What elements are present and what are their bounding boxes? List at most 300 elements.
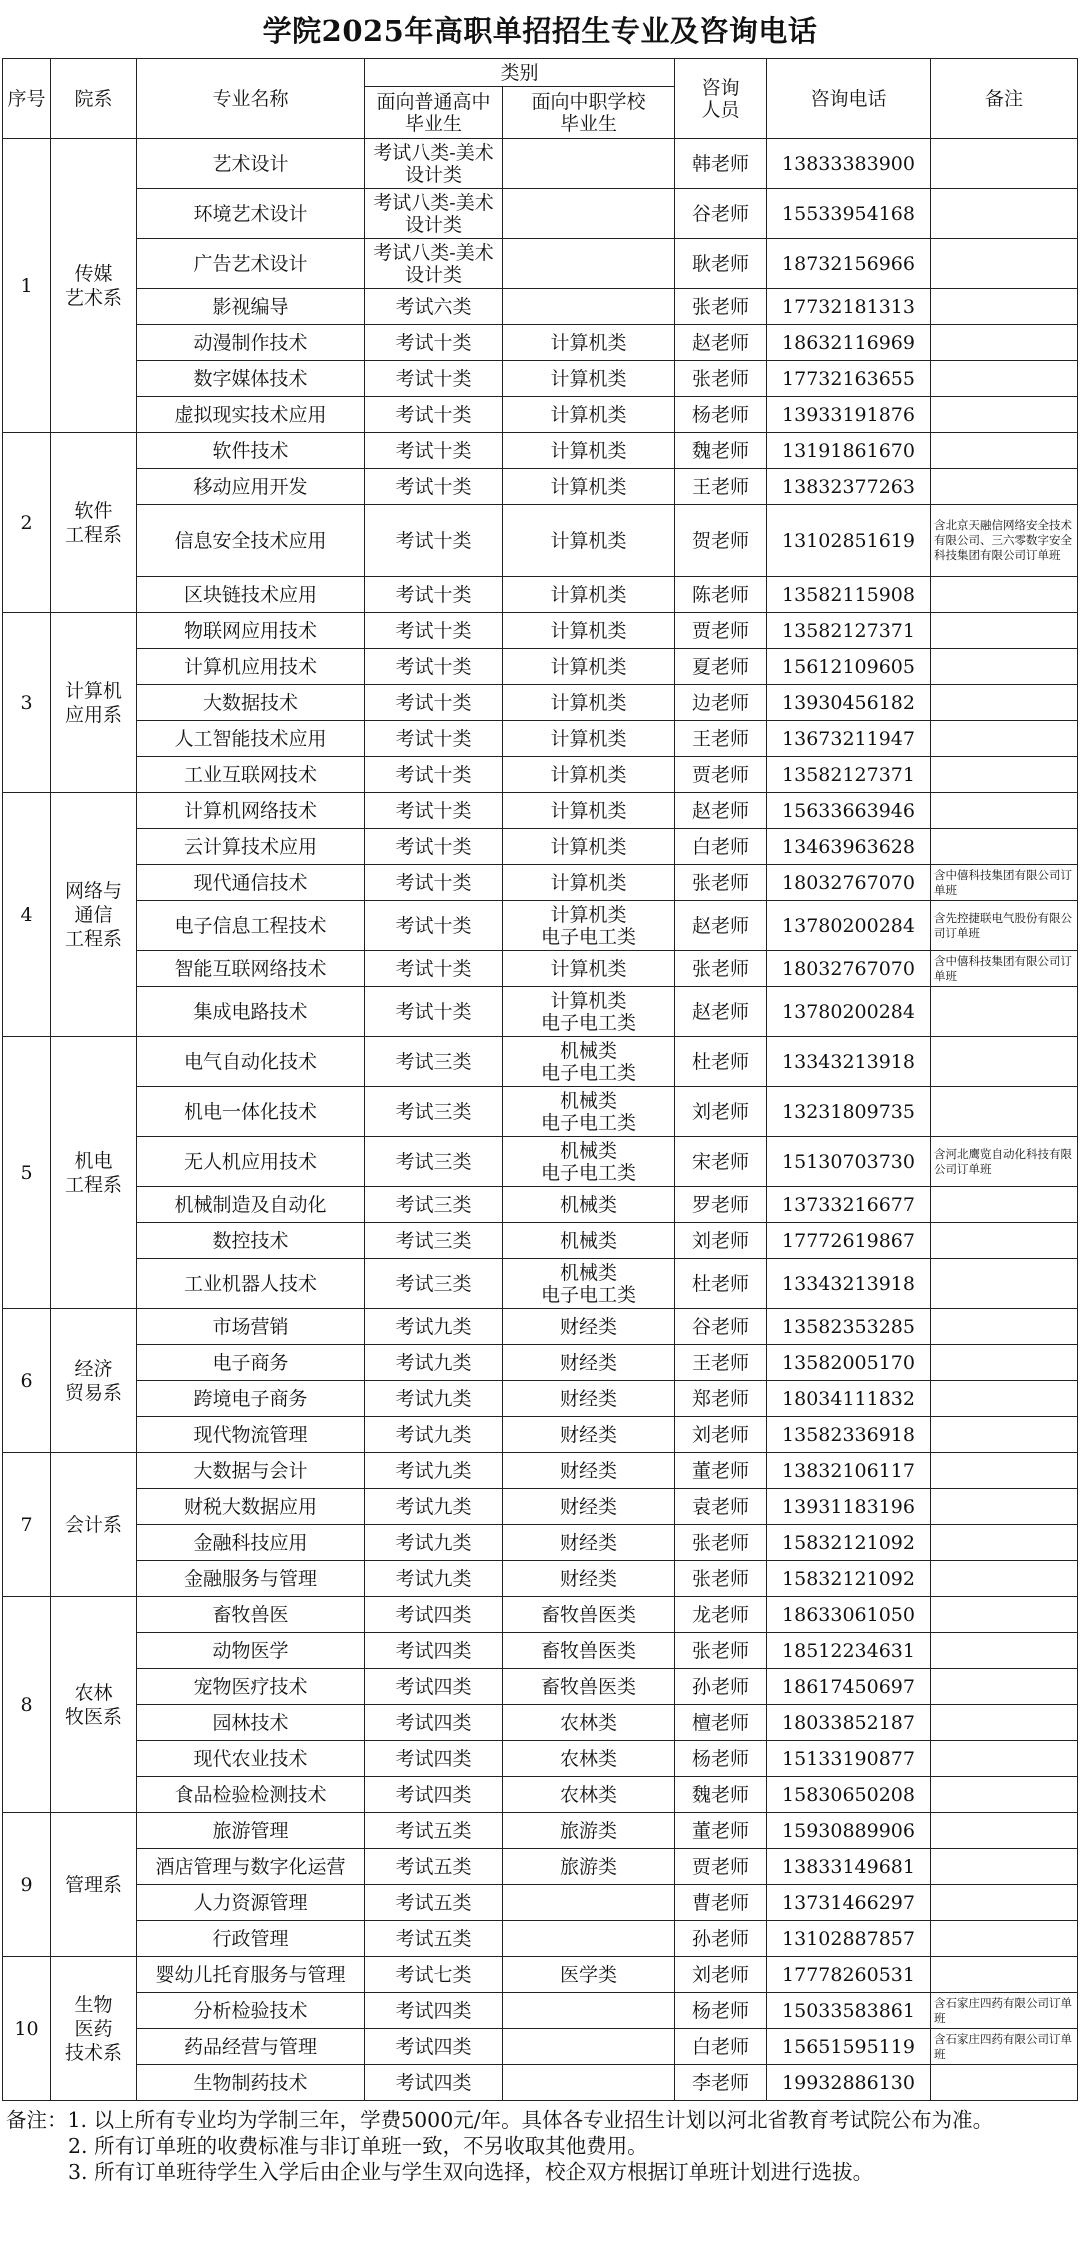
dept-name: 网络与 通信 工程系 xyxy=(51,793,137,1037)
remark xyxy=(931,1669,1078,1705)
remark xyxy=(931,757,1078,793)
category-vocational xyxy=(503,1885,675,1921)
contact-person: 杨老师 xyxy=(675,1741,767,1777)
category-vocational: 农林类 xyxy=(503,1741,675,1777)
contact-phone: 13731466297 xyxy=(767,1885,931,1921)
category-vocational: 计算机类 xyxy=(503,577,675,613)
category-general: 考试九类 xyxy=(365,1417,503,1453)
category-general: 考试五类 xyxy=(365,1849,503,1885)
major-name: 移动应用开发 xyxy=(137,469,365,505)
remark xyxy=(931,987,1078,1037)
table-row xyxy=(3,1309,1078,1345)
remark xyxy=(931,1417,1078,1453)
contact-person: 赵老师 xyxy=(675,987,767,1037)
table-row xyxy=(3,1813,1078,1849)
contact-phone: 13582336918 xyxy=(767,1417,931,1453)
category-general: 考试十类 xyxy=(365,505,503,577)
category-vocational xyxy=(503,1993,675,2029)
header-cat-vocational: 面向中职学校 毕业生 xyxy=(503,87,675,139)
contact-person: 白老师 xyxy=(675,829,767,865)
table-row xyxy=(3,865,1078,901)
contact-person: 刘老师 xyxy=(675,1223,767,1259)
category-general: 考试四类 xyxy=(365,1633,503,1669)
table-row xyxy=(3,2065,1078,2101)
category-general: 考试五类 xyxy=(365,1885,503,1921)
table-row xyxy=(3,1223,1078,1259)
header-major: 专业名称 xyxy=(137,59,365,139)
dept-name: 传媒 艺术系 xyxy=(51,139,137,433)
contact-person: 宋老师 xyxy=(675,1137,767,1187)
remark xyxy=(931,1957,1078,1993)
remark xyxy=(931,289,1078,325)
contact-phone: 18512234631 xyxy=(767,1633,931,1669)
major-name: 机械制造及自动化 xyxy=(137,1187,365,1223)
remark xyxy=(931,189,1078,239)
contact-person: 刘老师 xyxy=(675,1417,767,1453)
category-vocational: 畜牧兽医类 xyxy=(503,1669,675,1705)
major-name: 宠物医疗技术 xyxy=(137,1669,365,1705)
contact-phone: 15033583861 xyxy=(767,1993,931,2029)
category-general: 考试十类 xyxy=(365,721,503,757)
category-general: 考试四类 xyxy=(365,1993,503,2029)
table-row xyxy=(3,1037,1078,1087)
dept-name: 计算机 应用系 xyxy=(51,613,137,793)
major-name: 人力资源管理 xyxy=(137,1885,365,1921)
contact-person: 谷老师 xyxy=(675,189,767,239)
contact-phone: 15633663946 xyxy=(767,793,931,829)
contact-phone: 13930456182 xyxy=(767,685,931,721)
contact-phone: 17732163655 xyxy=(767,361,931,397)
category-general: 考试八类-美术 设计类 xyxy=(365,139,503,189)
table-row xyxy=(3,649,1078,685)
remark xyxy=(931,1777,1078,1813)
contact-person: 王老师 xyxy=(675,469,767,505)
remark xyxy=(931,1381,1078,1417)
remark xyxy=(931,361,1078,397)
remark xyxy=(931,1187,1078,1223)
category-general: 考试十类 xyxy=(365,433,503,469)
table-row xyxy=(3,1885,1078,1921)
remark: 含石家庄四药有限公司订单班 xyxy=(931,2029,1078,2065)
table-row xyxy=(3,189,1078,239)
category-general: 考试八类-美术 设计类 xyxy=(365,239,503,289)
major-name: 现代通信技术 xyxy=(137,865,365,901)
major-name: 现代农业技术 xyxy=(137,1741,365,1777)
remark xyxy=(931,1561,1078,1597)
category-vocational: 计算机类 xyxy=(503,721,675,757)
major-name: 工业互联网技术 xyxy=(137,757,365,793)
contact-phone: 13343213918 xyxy=(767,1037,931,1087)
category-general: 考试十类 xyxy=(365,469,503,505)
remark: 含中僖科技集团有限公司订单班 xyxy=(931,951,1078,987)
major-name: 大数据技术 xyxy=(137,685,365,721)
contact-phone: 13582127371 xyxy=(767,757,931,793)
category-vocational xyxy=(503,2029,675,2065)
major-name: 动物医学 xyxy=(137,1633,365,1669)
major-name: 机电一体化技术 xyxy=(137,1087,365,1137)
table-row xyxy=(3,1957,1078,1993)
table-row xyxy=(3,239,1078,289)
remark xyxy=(931,649,1078,685)
table-row xyxy=(3,577,1078,613)
remark xyxy=(931,829,1078,865)
remark xyxy=(931,2065,1078,2101)
table-row xyxy=(3,2029,1078,2065)
remark xyxy=(931,721,1078,757)
category-general: 考试十类 xyxy=(365,901,503,951)
footer-note-3: 3. 所有订单班待学生入学后由企业与学生双向选择，校企双方根据订单班计划进行选拔。 xyxy=(68,2160,874,2184)
remark xyxy=(931,1223,1078,1259)
category-general: 考试四类 xyxy=(365,1705,503,1741)
table-row xyxy=(3,1453,1078,1489)
major-name: 无人机应用技术 xyxy=(137,1137,365,1187)
dept-name: 机电 工程系 xyxy=(51,1037,137,1309)
contact-phone: 13343213918 xyxy=(767,1259,931,1309)
category-general: 考试三类 xyxy=(365,1037,503,1087)
contact-phone: 18732156966 xyxy=(767,239,931,289)
category-general: 考试三类 xyxy=(365,1223,503,1259)
category-vocational: 计算机类 xyxy=(503,685,675,721)
major-name: 电气自动化技术 xyxy=(137,1037,365,1087)
major-name: 软件技术 xyxy=(137,433,365,469)
contact-person: 赵老师 xyxy=(675,325,767,361)
contact-person: 李老师 xyxy=(675,2065,767,2101)
contact-person: 董老师 xyxy=(675,1813,767,1849)
major-name: 计算机应用技术 xyxy=(137,649,365,685)
remark xyxy=(931,1813,1078,1849)
major-name: 数控技术 xyxy=(137,1223,365,1259)
table-row xyxy=(3,987,1078,1037)
dept-number: 1 xyxy=(3,139,51,433)
category-general: 考试九类 xyxy=(365,1345,503,1381)
table-row xyxy=(3,433,1078,469)
table-row xyxy=(3,1633,1078,1669)
category-general: 考试三类 xyxy=(365,1187,503,1223)
table-row xyxy=(3,1381,1078,1417)
contact-person: 王老师 xyxy=(675,1345,767,1381)
contact-phone: 18632116969 xyxy=(767,325,931,361)
contact-phone: 13102851619 xyxy=(767,505,931,577)
category-general: 考试三类 xyxy=(365,1087,503,1137)
category-vocational: 计算机类 xyxy=(503,613,675,649)
contact-phone: 15130703730 xyxy=(767,1137,931,1187)
contact-phone: 13582127371 xyxy=(767,613,931,649)
contact-person: 杜老师 xyxy=(675,1037,767,1087)
category-vocational: 农林类 xyxy=(503,1777,675,1813)
dept-number: 9 xyxy=(3,1813,51,1957)
contact-person: 贾老师 xyxy=(675,1849,767,1885)
category-general: 考试九类 xyxy=(365,1561,503,1597)
table-body xyxy=(3,139,1078,2101)
contact-person: 谷老师 xyxy=(675,1309,767,1345)
contact-person: 白老师 xyxy=(675,2029,767,2065)
category-general: 考试十类 xyxy=(365,361,503,397)
contact-phone: 13191861670 xyxy=(767,433,931,469)
table-row xyxy=(3,1489,1078,1525)
category-vocational: 财经类 xyxy=(503,1417,675,1453)
major-name: 工业机器人技术 xyxy=(137,1259,365,1309)
contact-person: 孙老师 xyxy=(675,1921,767,1957)
page-title: 学院2025年高职单招招生专业及咨询电话 xyxy=(262,14,818,48)
category-general: 考试十类 xyxy=(365,829,503,865)
category-vocational: 财经类 xyxy=(503,1345,675,1381)
header-dept: 院系 xyxy=(51,59,137,139)
contact-phone: 13733216677 xyxy=(767,1187,931,1223)
dept-number: 8 xyxy=(3,1597,51,1813)
category-general: 考试十类 xyxy=(365,325,503,361)
dept-name: 会计系 xyxy=(51,1453,137,1597)
category-vocational: 财经类 xyxy=(503,1489,675,1525)
contact-person: 张老师 xyxy=(675,951,767,987)
major-name: 园林技术 xyxy=(137,1705,365,1741)
table-row xyxy=(3,1259,1078,1309)
header-category: 类别 xyxy=(365,59,675,87)
remark xyxy=(931,1345,1078,1381)
category-vocational: 计算机类 xyxy=(503,325,675,361)
major-name: 数字媒体技术 xyxy=(137,361,365,397)
footer-notes xyxy=(0,2107,1080,2185)
major-name: 跨境电子商务 xyxy=(137,1381,365,1417)
category-vocational: 机械类 电子电工类 xyxy=(503,1259,675,1309)
table-row xyxy=(3,829,1078,865)
category-general: 考试五类 xyxy=(365,1813,503,1849)
category-vocational xyxy=(503,2065,675,2101)
category-general: 考试十类 xyxy=(365,577,503,613)
contact-person: 刘老师 xyxy=(675,1957,767,1993)
category-vocational: 旅游类 xyxy=(503,1849,675,1885)
table-row xyxy=(3,1669,1078,1705)
remark xyxy=(931,139,1078,189)
contact-phone: 15832121092 xyxy=(767,1561,931,1597)
contact-person: 郑老师 xyxy=(675,1381,767,1417)
contact-phone: 18032767070 xyxy=(767,865,931,901)
category-general: 考试七类 xyxy=(365,1957,503,1993)
contact-person: 张老师 xyxy=(675,1633,767,1669)
category-general: 考试十类 xyxy=(365,951,503,987)
contact-person: 檀老师 xyxy=(675,1705,767,1741)
major-name: 电子商务 xyxy=(137,1345,365,1381)
table-row xyxy=(3,721,1078,757)
contact-phone: 13833383900 xyxy=(767,139,931,189)
contact-phone: 15133190877 xyxy=(767,1741,931,1777)
major-name: 区块链技术应用 xyxy=(137,577,365,613)
category-general: 考试九类 xyxy=(365,1453,503,1489)
contact-person: 张老师 xyxy=(675,1525,767,1561)
contact-person: 刘老师 xyxy=(675,1087,767,1137)
dept-number: 4 xyxy=(3,793,51,1037)
major-name: 婴幼儿托育服务与管理 xyxy=(137,1957,365,1993)
contact-person: 边老师 xyxy=(675,685,767,721)
major-name: 广告艺术设计 xyxy=(137,239,365,289)
contact-phone: 13833149681 xyxy=(767,1849,931,1885)
major-name: 现代物流管理 xyxy=(137,1417,365,1453)
contact-person: 罗老师 xyxy=(675,1187,767,1223)
category-vocational: 财经类 xyxy=(503,1309,675,1345)
remark: 含河北鹰览自动化科技有限公司订单班 xyxy=(931,1137,1078,1187)
contact-person: 杨老师 xyxy=(675,397,767,433)
contact-person: 董老师 xyxy=(675,1453,767,1489)
contact-phone: 17772619867 xyxy=(767,1223,931,1259)
contact-person: 贾老师 xyxy=(675,613,767,649)
category-general: 考试八类-美术 设计类 xyxy=(365,189,503,239)
category-general: 考试十类 xyxy=(365,649,503,685)
table-row xyxy=(3,505,1078,577)
category-general: 考试四类 xyxy=(365,1597,503,1633)
table-row xyxy=(3,1741,1078,1777)
remark xyxy=(931,1259,1078,1309)
category-vocational: 财经类 xyxy=(503,1561,675,1597)
major-name: 金融服务与管理 xyxy=(137,1561,365,1597)
category-vocational: 医学类 xyxy=(503,1957,675,1993)
remark xyxy=(931,1309,1078,1345)
table-row xyxy=(3,1417,1078,1453)
contact-phone: 15830650208 xyxy=(767,1777,931,1813)
major-name: 酒店管理与数字化运营 xyxy=(137,1849,365,1885)
category-vocational: 计算机类 xyxy=(503,649,675,685)
major-name: 智能互联网络技术 xyxy=(137,951,365,987)
contact-phone: 13102887857 xyxy=(767,1921,931,1957)
remark xyxy=(931,1705,1078,1741)
contact-person: 赵老师 xyxy=(675,901,767,951)
contact-person: 张老师 xyxy=(675,1561,767,1597)
remark xyxy=(931,397,1078,433)
category-general: 考试四类 xyxy=(365,2065,503,2101)
table-row xyxy=(3,757,1078,793)
remark: 含北京天融信网络安全技术有限公司、三六零数字安全科技集团有限公司订单班 xyxy=(931,505,1078,577)
header-contact: 咨询 人员 xyxy=(675,59,767,139)
category-vocational: 机械类 电子电工类 xyxy=(503,1087,675,1137)
dept-name: 经济 贸易系 xyxy=(51,1309,137,1453)
category-general: 考试十类 xyxy=(365,757,503,793)
dept-number: 6 xyxy=(3,1309,51,1453)
remark xyxy=(931,239,1078,289)
remark xyxy=(931,793,1078,829)
remark xyxy=(931,1037,1078,1087)
contact-phone: 15612109605 xyxy=(767,649,931,685)
major-name: 环境艺术设计 xyxy=(137,189,365,239)
major-name: 财税大数据应用 xyxy=(137,1489,365,1525)
major-name: 人工智能技术应用 xyxy=(137,721,365,757)
major-name: 食品检验检测技术 xyxy=(137,1777,365,1813)
major-name: 影视编导 xyxy=(137,289,365,325)
table-row xyxy=(3,1921,1078,1957)
category-general: 考试九类 xyxy=(365,1489,503,1525)
category-general: 考试四类 xyxy=(365,1777,503,1813)
contact-person: 曹老师 xyxy=(675,1885,767,1921)
table-row xyxy=(3,1705,1078,1741)
major-name: 艺术设计 xyxy=(137,139,365,189)
header-cat-general: 面向普通高中 毕业生 xyxy=(365,87,503,139)
dept-name: 生物 医药 技术系 xyxy=(51,1957,137,2101)
contact-phone: 15930889906 xyxy=(767,1813,931,1849)
table-row xyxy=(3,1345,1078,1381)
contact-phone: 13582115908 xyxy=(767,577,931,613)
category-vocational: 计算机类 xyxy=(503,397,675,433)
category-general: 考试十类 xyxy=(365,397,503,433)
contact-person: 杨老师 xyxy=(675,1993,767,2029)
remark xyxy=(931,613,1078,649)
contact-person: 杜老师 xyxy=(675,1259,767,1309)
category-vocational xyxy=(503,289,675,325)
category-vocational: 计算机类 xyxy=(503,361,675,397)
table-row xyxy=(3,901,1078,951)
remark xyxy=(931,1087,1078,1137)
category-general: 考试三类 xyxy=(365,1137,503,1187)
contact-person: 耿老师 xyxy=(675,239,767,289)
dept-number: 10 xyxy=(3,1957,51,2101)
contact-person: 孙老师 xyxy=(675,1669,767,1705)
table-row xyxy=(3,289,1078,325)
table-row xyxy=(3,1993,1078,2029)
category-general: 考试九类 xyxy=(365,1381,503,1417)
header-no: 序号 xyxy=(3,59,51,139)
category-vocational: 畜牧兽医类 xyxy=(503,1633,675,1669)
category-vocational: 计算机类 xyxy=(503,793,675,829)
major-name: 集成电路技术 xyxy=(137,987,365,1037)
header-phone: 咨询电话 xyxy=(767,59,931,139)
major-name: 电子信息工程技术 xyxy=(137,901,365,951)
category-vocational: 计算机类 电子电工类 xyxy=(503,987,675,1037)
major-name: 药品经营与管理 xyxy=(137,2029,365,2065)
dept-number: 2 xyxy=(3,433,51,613)
category-general: 考试三类 xyxy=(365,1259,503,1309)
remark xyxy=(931,469,1078,505)
admissions-table xyxy=(2,58,1078,2101)
contact-person: 魏老师 xyxy=(675,433,767,469)
contact-phone: 13780200284 xyxy=(767,987,931,1037)
contact-phone: 18617450697 xyxy=(767,1669,931,1705)
contact-person: 张老师 xyxy=(675,361,767,397)
remark xyxy=(931,1741,1078,1777)
category-vocational: 计算机类 xyxy=(503,505,675,577)
remark xyxy=(931,1525,1078,1561)
category-vocational: 旅游类 xyxy=(503,1813,675,1849)
contact-phone: 18032767070 xyxy=(767,951,931,987)
contact-person: 魏老师 xyxy=(675,1777,767,1813)
dept-number: 3 xyxy=(3,613,51,793)
category-vocational: 计算机类 xyxy=(503,757,675,793)
category-general: 考试十类 xyxy=(365,987,503,1037)
table-row xyxy=(3,397,1078,433)
dept-name: 农林 牧医系 xyxy=(51,1597,137,1813)
contact-phone: 18033852187 xyxy=(767,1705,931,1741)
contact-phone: 13582353285 xyxy=(767,1309,931,1345)
contact-phone: 13780200284 xyxy=(767,901,931,951)
remark xyxy=(931,1489,1078,1525)
category-vocational: 计算机类 xyxy=(503,469,675,505)
contact-phone: 15651595119 xyxy=(767,2029,931,2065)
category-vocational: 机械类 电子电工类 xyxy=(503,1137,675,1187)
major-name: 生物制药技术 xyxy=(137,2065,365,2101)
major-name: 虚拟现实技术应用 xyxy=(137,397,365,433)
header-remark: 备注 xyxy=(931,59,1078,139)
category-vocational: 机械类 电子电工类 xyxy=(503,1037,675,1087)
category-vocational: 机械类 xyxy=(503,1223,675,1259)
category-vocational: 计算机类 xyxy=(503,865,675,901)
footer-note-1: 备注：1. 以上所有专业均为学制三年，学费5000元/年。具体各专业招生计划以河北省教育考试院公布为准。 xyxy=(6,2108,994,2132)
remark xyxy=(931,1597,1078,1633)
category-vocational: 计算机类 xyxy=(503,829,675,865)
remark xyxy=(931,325,1078,361)
major-name: 分析检验技术 xyxy=(137,1993,365,2029)
remark xyxy=(931,1453,1078,1489)
contact-person: 袁老师 xyxy=(675,1489,767,1525)
table-row xyxy=(3,1187,1078,1223)
category-vocational: 畜牧兽医类 xyxy=(503,1597,675,1633)
dept-name: 管理系 xyxy=(51,1813,137,1957)
major-name: 畜牧兽医 xyxy=(137,1597,365,1633)
contact-phone: 13832377263 xyxy=(767,469,931,505)
